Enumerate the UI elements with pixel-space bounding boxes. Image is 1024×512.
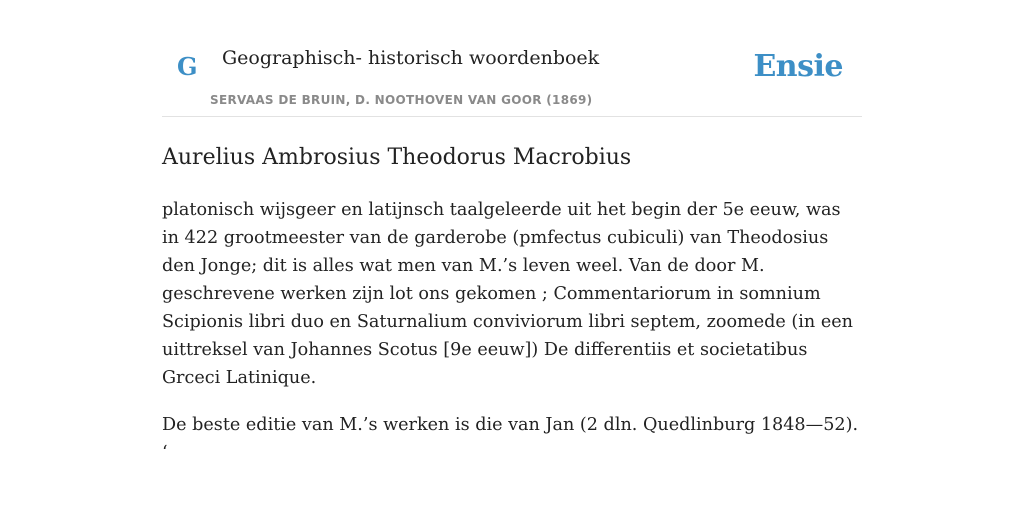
ensie-logo[interactable]: Ensie	[753, 49, 843, 84]
book-icon[interactable]: G	[177, 52, 198, 81]
article-paragraph: platonisch wijsgeer en latijnsch taalgeleerde uit het begin der 5e eeuw, was in 422 grootmeester van de garderobe (pmfectus cubiculi) van Theodosius den Jonge; dit is alles wat men van M.’s leven weel. Van de door M. geschrevene werken zijn lot ons gekomen ; Commentariorum in somnium Scipionis libri duo en Saturnalium conviviorum libri septem, zoomede (in een uittreksel van Johannes Scotus [9e eeuw]) De differentiis et societatibus Grceci Latinique.	[162, 200, 853, 388]
page-container	[162, 0, 862, 486]
article-body	[162, 196, 862, 467]
book-header	[162, 0, 862, 117]
article-title: Aurelius Ambrosius Theodorus Macrobius	[162, 145, 632, 170]
article-paragraph: De beste editie van M.’s werken is die van Jan (2 dln. Quedlinburg 1848—52). ‘	[162, 415, 859, 463]
book-title-link[interactable]: Geographisch- historisch woordenboek	[222, 47, 600, 69]
book-authors: SERVAAS DE BRUIN, D. NOOTHOVEN VAN GOOR (1869)	[210, 93, 593, 107]
